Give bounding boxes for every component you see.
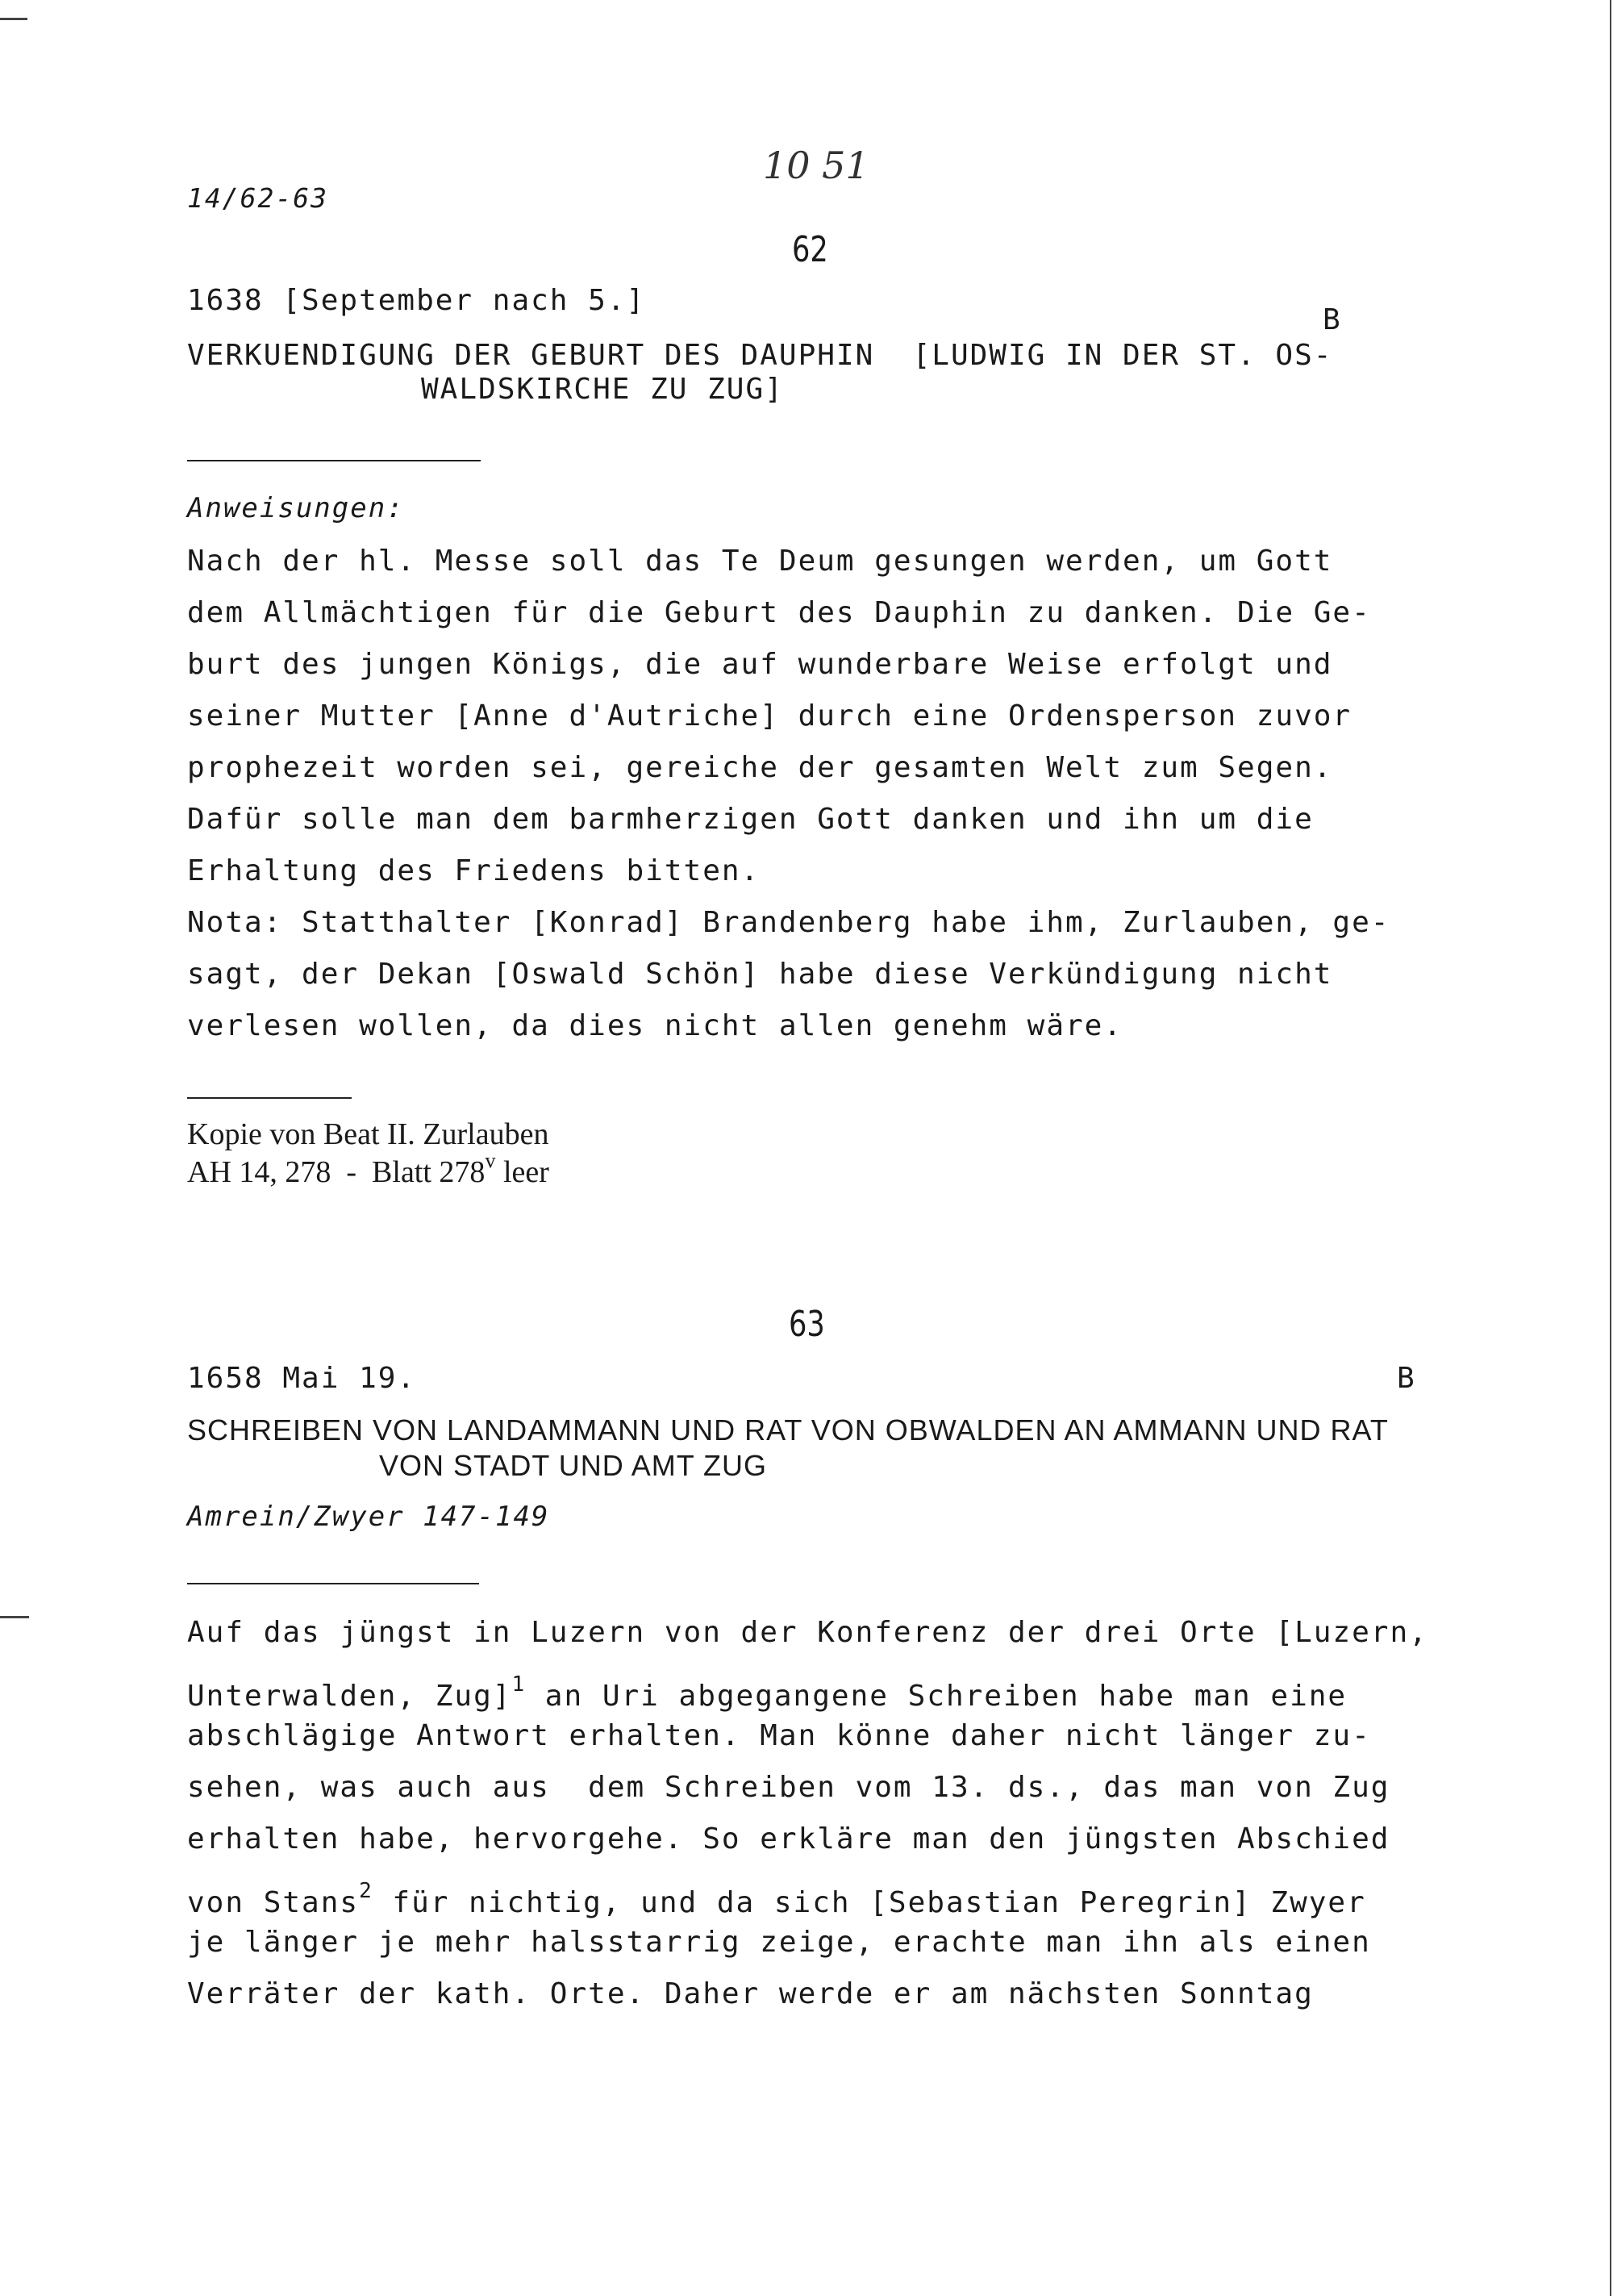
document-63-type-letter: B bbox=[1397, 1362, 1416, 1395]
footnote-marker-1: 1 bbox=[511, 1672, 527, 1697]
document-number-62: 62 bbox=[792, 229, 828, 270]
document-62-source-line-2 bbox=[187, 1149, 549, 1190]
document-63-body bbox=[187, 1607, 1445, 2020]
body-text: an Uri abgegangene Schreiben habe man eine bbox=[526, 1680, 1348, 1713]
body-line: verlesen wollen, da dies nicht allen genehm wäre. bbox=[187, 1009, 1123, 1042]
document-62-body bbox=[187, 536, 1445, 1052]
heading-rule-62 bbox=[187, 460, 481, 461]
footnote-rule-62 bbox=[187, 1097, 352, 1099]
document-62-type-letter: B bbox=[1323, 303, 1342, 336]
body-line: Dafür solle man dem barmherzigen Gott danken und ihn um die bbox=[187, 803, 1314, 836]
body-line: seiner Mutter [Anne d'Autriche] durch eine Ordensperson zuvor bbox=[187, 699, 1353, 733]
document-62-title-line-2: WALDSKIRCHE ZU ZUG] bbox=[421, 373, 784, 406]
body-line: prophezeit worden sei, gereiche der gesamten Welt zum Segen. bbox=[187, 751, 1333, 784]
scan-mark-top-left bbox=[0, 18, 27, 20]
source-folio: AH 14, 278 - Blatt 278 bbox=[187, 1155, 486, 1189]
body-line: Nota: Statthalter [Konrad] Brandenberg habe ihm, Zurlauben, ge- bbox=[187, 906, 1390, 939]
body-line: erhalten habe, hervorgehe. So erkläre man den jüngsten Abschied bbox=[187, 1822, 1390, 1856]
body-line: abschlägige Antwort erhalten. Man könne daher nicht länger zu- bbox=[187, 1719, 1371, 1752]
body-line bbox=[187, 1659, 1445, 1713]
scan-mark-left-margin bbox=[0, 1616, 29, 1618]
document-62-title-line-1: VERKUENDIGUNG DER GEBURT DES DAUPHIN [LUDWIG IN DER ST. OS- bbox=[187, 339, 1333, 372]
document-63-title-line-1: SCHREIBEN VON LANDAMMANN UND RAT VON OBWALDEN AN AMMANN UND RAT bbox=[187, 1413, 1389, 1446]
document-62-date: 1638 [September nach 5.] bbox=[187, 284, 646, 317]
document-63-date: 1658 Mai 19. bbox=[187, 1362, 417, 1395]
body-line: je länger je mehr halsstarrig zeige, erachte man ihn als einen bbox=[187, 1926, 1371, 1959]
heading-rule-63 bbox=[187, 1583, 479, 1584]
document-63-citation: Amrein/Zwyer 147-149 bbox=[187, 1501, 550, 1533]
body-line bbox=[187, 1865, 1445, 1917]
document-62-source-line-1: Kopie von Beat II. Zurlauben bbox=[187, 1117, 549, 1151]
folio-verso-mark: v bbox=[485, 1149, 496, 1172]
source-folio-note: leer bbox=[495, 1155, 549, 1189]
document-63-title-line-2: VON STADT UND AMT ZUG bbox=[379, 1449, 768, 1482]
footnote-marker-2: 2 bbox=[359, 1879, 373, 1903]
body-text: für nichtig, und da sich [Sebastian Peregrin] Zwyer bbox=[373, 1886, 1366, 1919]
body-line: burt des jungen Königs, die auf wunderbare Weise erfolgt und bbox=[187, 648, 1333, 681]
document-number-63: 63 bbox=[789, 1304, 825, 1345]
body-text: von Stans bbox=[187, 1886, 360, 1919]
section-label-anweisungen: Anweisungen: bbox=[187, 492, 405, 524]
body-text: Unterwalden, Zug] bbox=[187, 1680, 512, 1713]
body-line: Nach der hl. Messe soll das Te Deum gesungen werden, um Gott bbox=[187, 545, 1333, 578]
body-line: Erhaltung des Friedens bitten. bbox=[187, 854, 761, 887]
body-line: sehen, was auch aus dem Schreiben vom 13. ds., das man von Zug bbox=[187, 1771, 1390, 1804]
body-line: Auf das jüngst in Luzern von der Konferenz der drei Orte [Luzern, bbox=[187, 1616, 1428, 1649]
body-line: dem Allmächtigen für die Geburt des Dauphin zu danken. Die Ge- bbox=[187, 596, 1371, 629]
page-reference: 14/62-63 bbox=[187, 182, 328, 214]
handwritten-archive-mark: 10 51 bbox=[763, 144, 869, 187]
body-line: Verräter der kath. Orte. Daher werde er am nächsten Sonntag bbox=[187, 1977, 1314, 2010]
body-line: sagt, der Dekan [Oswald Schön] habe diese Verkündigung nicht bbox=[187, 958, 1333, 991]
page-border-right bbox=[1610, 0, 1611, 2296]
